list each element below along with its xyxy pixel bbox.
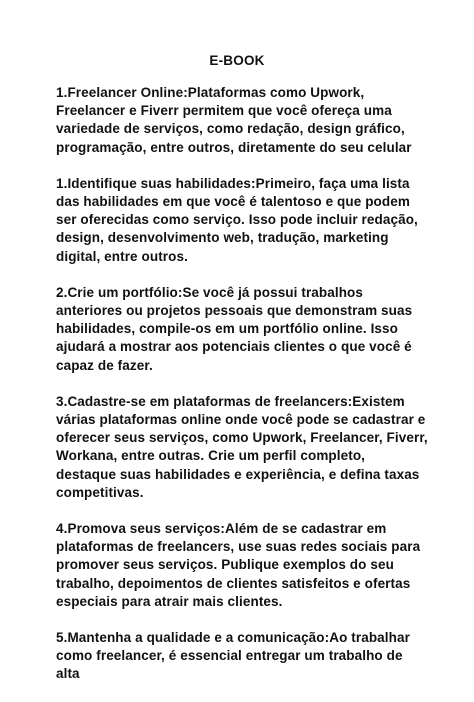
paragraph-freelancer-online: 1.Freelancer Online:Plataformas como Upwork, Freelancer e Fiverr permitem que você ofereça uma variedade de serviços, como redação, design gráfico, programação, entre outros, diretamente do seu celular — [56, 85, 412, 155]
paragraph-create-portfolio: 2.Crie um portfólio:Se você já possui trabalhos anteriores ou projetos pessoais que demonstram suas habilidades, compile-os em um portfólio online. Isso ajudará a mostrar aos potenciais clientes o que você é capaz de fazer. — [56, 284, 413, 373]
paragraph-register-platforms: 3.Cadastre-se em plataformas de freelancers:Existem várias plataformas online onde você pode se cadastrar e oferecer seus serviços, como Upwork, Freelancer, Fiverr, Workana, entre outras. Crie um perfil completo, destaque suas habilidades e experiência, e defina taxas competitivas. — [56, 393, 428, 500]
document-body — [56, 84, 428, 702]
paragraph-identify-skills: 1.Identifique suas habilidades:Primeiro, faça uma lista das habilidades em que você é talentoso e que podem ser oferecidas como serviço. Isso pode incluir redação, design, desenvolvimento web, tradução, marketing digital, entre outros. — [56, 175, 418, 264]
paragraph-promote-services: 4.Promova seus serviços:Além de se cadastrar em plataformas de freelancers, use suas redes sociais para promover seus serviços. Publique exemplos do seu trabalho, depoimentos de clientes satisfeitos e ofertas especiais para atrair mais clientes. — [56, 521, 421, 609]
document-title: E-BOOK — [209, 53, 265, 68]
paragraph-quality-communication: 5.Mantenha a qualidade e a comunicação:Ao trabalhar como freelancer, é essencial entregar um trabalho de alta — [56, 630, 410, 682]
